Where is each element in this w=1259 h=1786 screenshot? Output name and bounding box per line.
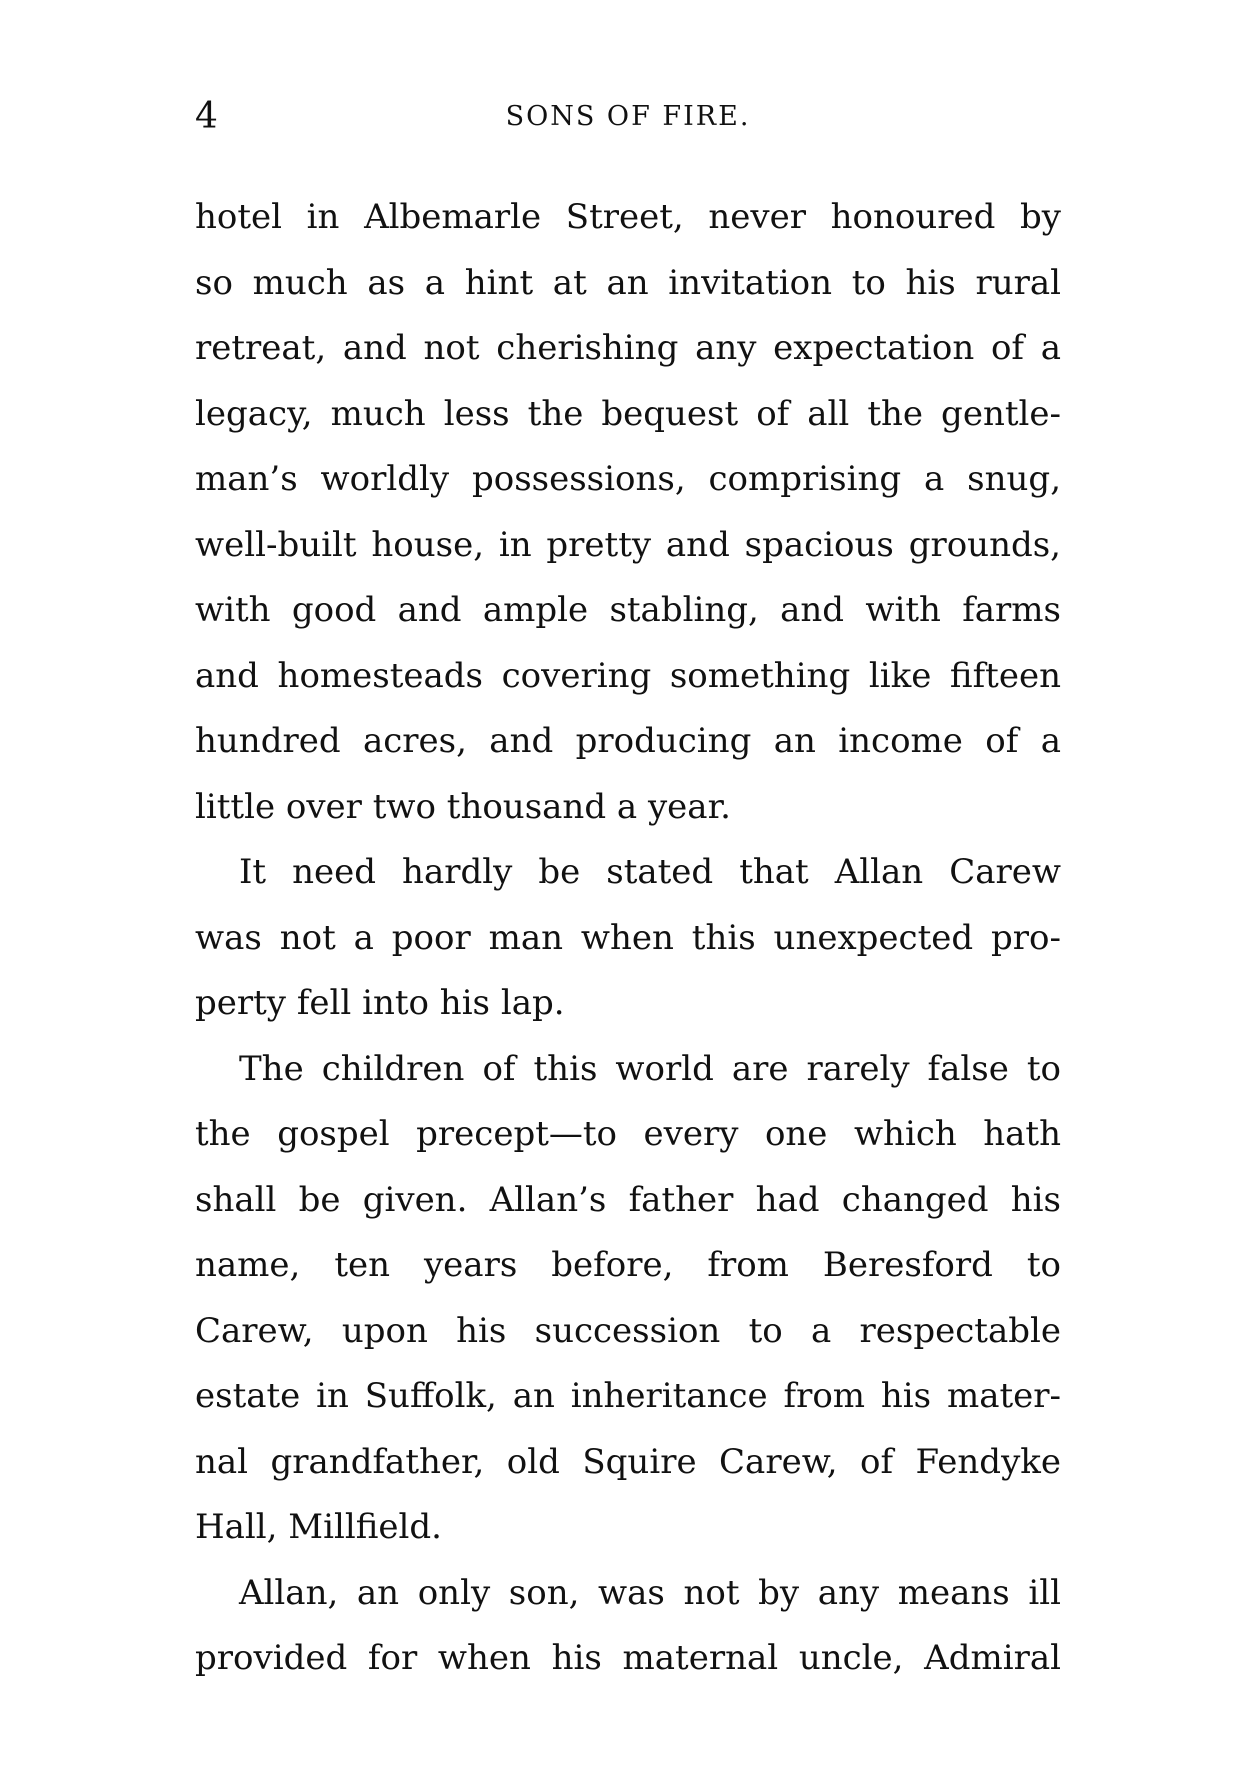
text-line: little over two thousand a year. bbox=[195, 786, 731, 827]
text-line: so much as a hint at an invitation to his rural bbox=[195, 262, 1061, 303]
paragraph-start: The children of this world are rarely false to bbox=[239, 1048, 1061, 1089]
text-line: legacy, much less the bequest of all the gentle- bbox=[195, 393, 1061, 434]
text-line: hotel in Albemarle Street, never honoured by bbox=[195, 197, 1061, 237]
text-line: and homesteads covering something like fifteen bbox=[195, 655, 1061, 696]
paragraph-start: It need hardly be stated that Allan Carew bbox=[239, 852, 1061, 892]
text-line: provided for when his maternal uncle, Admiral bbox=[195, 1638, 1061, 1678]
page-number: 4 bbox=[195, 96, 218, 137]
text-line: with good and ample stabling, and with farms bbox=[195, 590, 1061, 630]
page-header bbox=[195, 92, 1061, 142]
text-line: retreat, and not cherishing any expectation of a bbox=[195, 328, 1061, 368]
text-line: hundred acres, and producing an income of a bbox=[195, 721, 1061, 761]
text-line: nal grandfather, old Squire Carew, of Fendyke bbox=[195, 1441, 1061, 1482]
text-line: estate in Suffolk, an inheritance from his mater- bbox=[195, 1376, 1061, 1416]
text-line: Hall, Millfield. bbox=[195, 1507, 442, 1547]
text-line: the gospel precept—to every one which hath bbox=[195, 1114, 1061, 1154]
text-line: man’s worldly possessions, comprising a snug, bbox=[195, 459, 1061, 499]
body-text bbox=[195, 185, 1061, 1692]
running-title: SONS OF FIRE. bbox=[505, 101, 751, 132]
paragraph-start: Allan, an only son, was not by any means ill bbox=[239, 1572, 1061, 1613]
text-line: perty fell into his lap. bbox=[195, 983, 565, 1023]
text-line: name, ten years before, from Beresford to bbox=[195, 1245, 1061, 1285]
text-line: was not a poor man when this unexpected pro- bbox=[195, 917, 1061, 958]
text-line: well-built house, in pretty and spacious grounds, bbox=[195, 524, 1061, 565]
text-line: Carew, upon his succession to a respectable bbox=[195, 1310, 1061, 1351]
text-line: shall be given. Allan’s father had changed his bbox=[195, 1179, 1061, 1220]
